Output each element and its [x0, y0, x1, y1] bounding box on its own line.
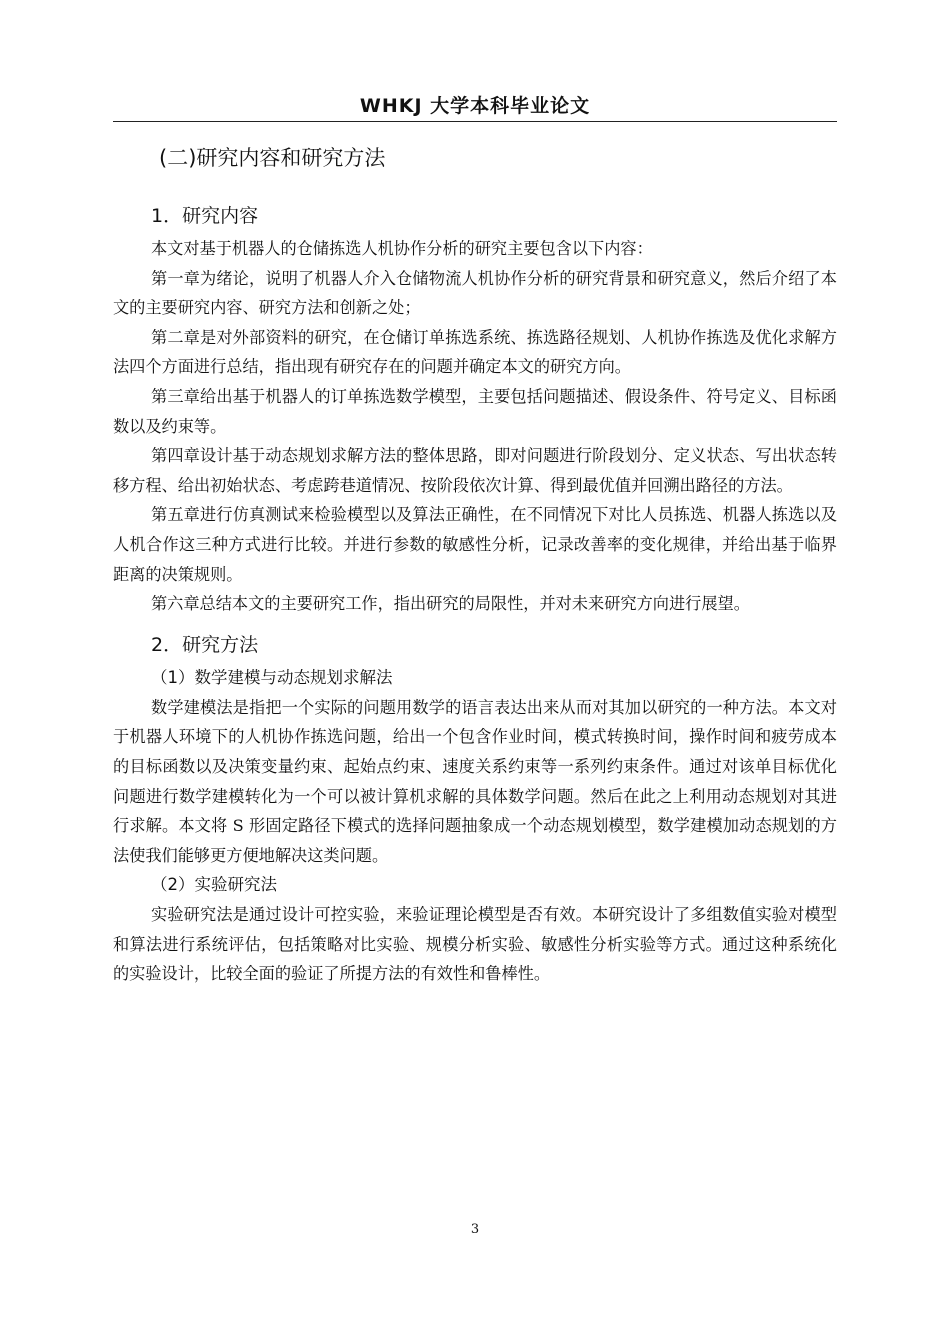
page-number: 3 [470, 1222, 480, 1237]
page-header [113, 92, 837, 122]
method-heading: （2）实验研究法 [151, 875, 277, 895]
method-heading: （1）数学建模与动态规划求解法 [151, 667, 393, 687]
paragraph: 第一章为绪论，说明了机器人介入仓储物流人机协作分析的研究背景和研究意义，然后介绍了本文的主要研究内容、研究方法和创新之处； [113, 268, 837, 318]
subsection-heading-methods: 2．研究方法 [151, 633, 259, 656]
section-heading: (二)研究内容和研究方法 [159, 146, 386, 170]
paragraph: 第二章是对外部资料的研究，在仓储订单拣选系统、拣选路径规划、人机协作拣选及优化求解方法四个方面进行总结，指出现有研究存在的问题并确定本文的研究方向。 [113, 327, 837, 377]
paragraph: 数学建模法是指把一个实际的问题用数学的语言表达出来从而对其加以研究的一种方法。本文对于机器人环境下的人机协作拣选问题，给出一个包含作业时间，模式转换时间，操作时间和疲劳成本的目标函数以及决策变量约束、起始点约束、速度关系约束等一系列约束条件。通过对该单目标优化问题进行数学建模转化为一个可以被计算机求解的具体数学问题。然后在此之上利用动态规划对其进行求解。本文将 S 形固定路径下模式的选择问题抽象成一个动态规划模型，数学建模加动态规划的方法使我们能够更方便地解决这类问题。 [113, 697, 837, 865]
paragraph: 第五章进行仿真测试来检验模型以及算法正确性，在不同情况下对比人员拣选、机器人拣选以及人机合作这三种方式进行比较。并进行参数的敏感性分析，记录改善率的变化规律，并给出基于临界距离的决策规则。 [113, 505, 837, 584]
document-body [113, 138, 837, 989]
subsection-heading-content: 1．研究内容 [151, 205, 259, 227]
paragraph: 实验研究法是通过设计可控实验，来验证理论模型是否有效。本研究设计了多组数值实验对模型和算法进行系统评估，包括策略对比实验、规模分析实验、敏感性分析实验等方式。通过这种系统化的实验设计，比较全面的验证了所提方法的有效性和鲁棒性。 [113, 905, 837, 984]
paragraph: 本文对基于机器人的仓储拣选人机协作分析的研究主要包含以下内容： [151, 239, 653, 258]
header-title: WHKJ 大学本科毕业论文 [359, 95, 591, 117]
paragraph: 第三章给出基于机器人的订单拣选数学模型，主要包括问题描述、假设条件、符号定义、目标函数以及约束等。 [113, 386, 837, 436]
paragraph: 第六章总结本文的主要研究工作，指出研究的局限性，并对未来研究方向进行展望。 [151, 594, 750, 614]
paragraph: 第四章设计基于动态规划求解方法的整体思路，即对问题进行阶段划分、定义状态、写出状态转移方程、给出初始状态、考虑跨巷道情况、按阶段依次计算、得到最优值并回溯出路径的方法。 [113, 446, 837, 495]
